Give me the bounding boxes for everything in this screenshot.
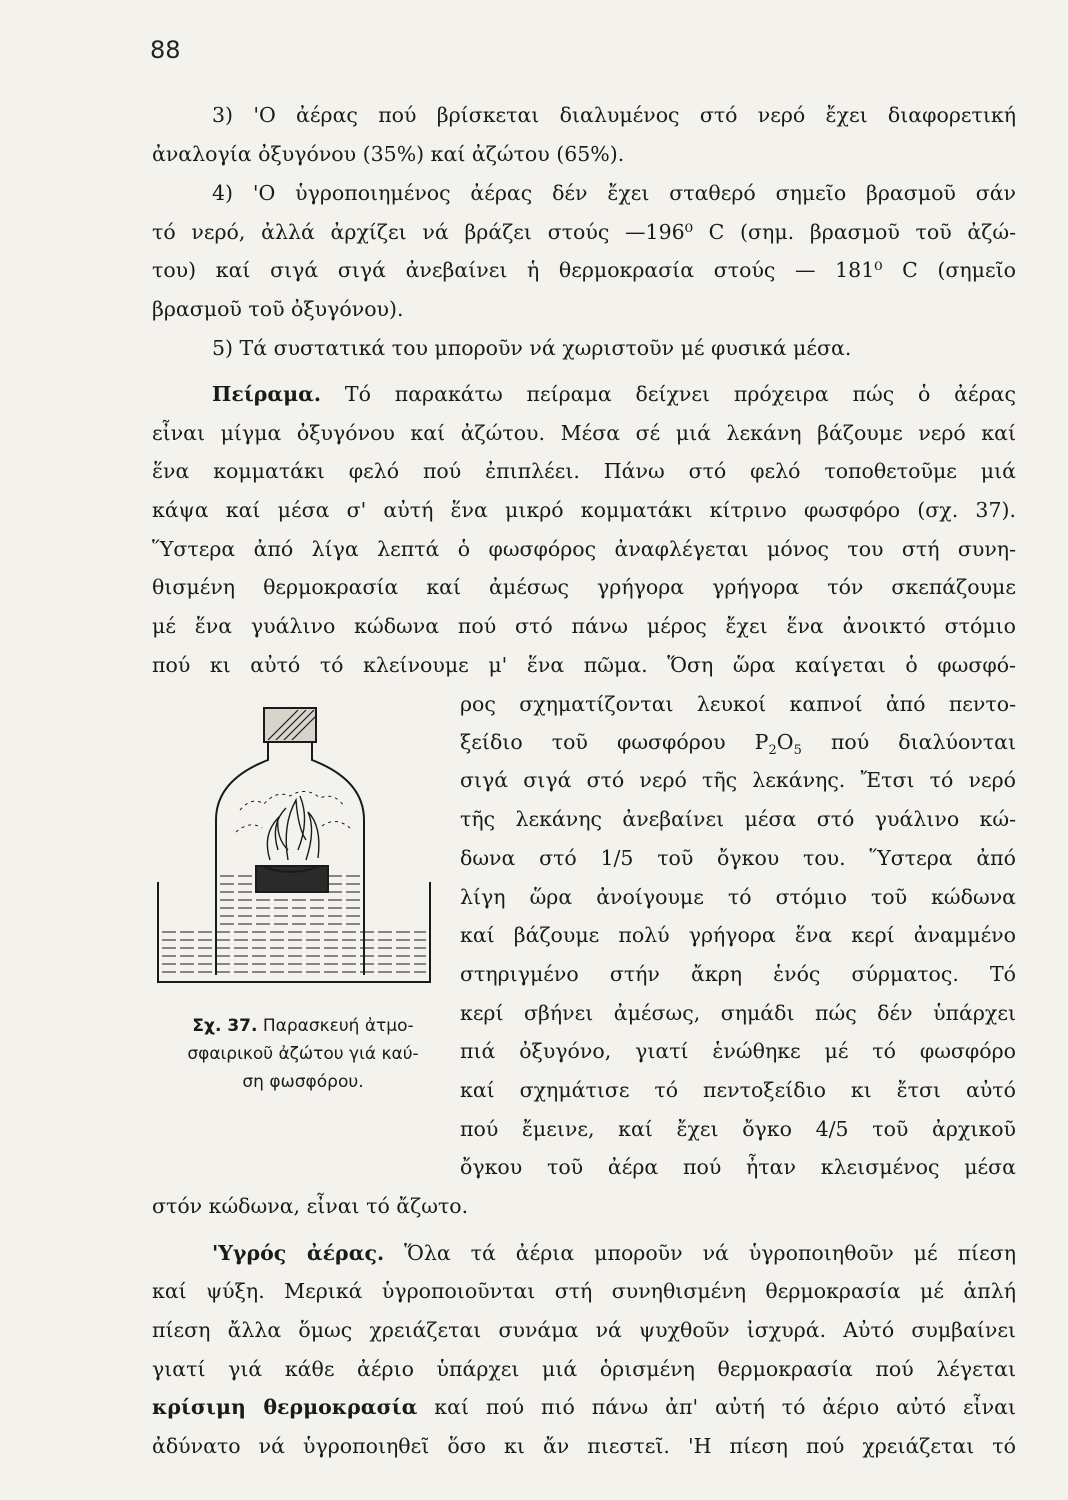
text-line: καί σχημάτισε τό πεντοξείδιο κι ἔτσι αὐτό [460, 1078, 1016, 1102]
text-line: καί βάζουμε πολύ γρήγορα ἕνα κερί ἀναμμένο [460, 923, 1016, 947]
text-run: O [776, 730, 794, 754]
text-line: τό νερό, ἀλλά ἀρχίζει νά βράζει στούς —196⁰ C (σημ. βρασμοῦ τοῦ ἀζώ- [152, 220, 1016, 244]
text-line: στόν κώδωνα, εἶναι τό ἄζωτο. [152, 1194, 469, 1218]
text-line: ἀναλογία ὀξυγόνου (35%) καί ἀζώτου (65%). [152, 142, 625, 166]
text-line: καί ψύξη. Μερικά ὑγροποιοῦνται στή συνηθισμένη θερμοκρασία μέ ἁπλή [152, 1279, 1016, 1303]
text-line: στηριγμένο στήν ἄκρη ἑνός σύρματος. Τό [460, 962, 1016, 986]
subscript: 2 [768, 743, 777, 759]
text-line: 5) Τά συστατικά του μποροῦν νά χωριστοῦν μέ φυσικά μέσα. [212, 336, 852, 360]
text-run: ξείδιο τοῦ φωσφόρου P [460, 730, 769, 754]
text-line: ἕνα κομματάκι φελό πού ἐπιπλέει. Πάνω στό φελό τοποθετοῦμε μιά [152, 459, 1016, 483]
page-number: 88 [150, 36, 181, 64]
paragraph-liquid-air-first-line [212, 1238, 1016, 1268]
text-line: θισμένη θερμοκρασία καί ἀμέσως γρήγορα γρήγορα τόν σκεπάζουμε [152, 575, 1016, 599]
text-line: ἀδύνατο νά ὑγροποιηθεῖ ὅσο κι ἄν πιεστεῖ. 'Η πίεση πού χρειάζεται τό [152, 1434, 1016, 1458]
text-line: 3) 'Ο ἀέρας πού βρίσκεται διαλυμένος στό νερό ἔχει διαφορετική [212, 103, 1016, 127]
figure-caption [158, 1012, 448, 1096]
text-run: Τό παρακάτω πείραμα δείχνει πρόχειρα πώς ὁ ἀέρας [344, 382, 1016, 406]
caption-line: ση φωσφόρου. [242, 1072, 364, 1092]
text-line: πού ἔμεινε, καί ἔχει ὄγκο 4/5 τοῦ ἀρχικοῦ [460, 1117, 1016, 1141]
heading-experiment: Πείραμα. [212, 382, 322, 406]
text-line: του) καί σιγά σιγά ἀνεβαίνει ἡ θερμοκρασία στούς — 181⁰ C (σημεῖο [152, 258, 1016, 282]
text-line: πιά ὀξυγόνο, γιατί ἑνώθηκε μέ τό φωσφόρο [460, 1039, 1016, 1063]
cork [256, 866, 328, 892]
fumes [236, 791, 350, 832]
text-line: εἶναι μίγμα ὀξυγόνου καί ἀζώτου. Μέσα σέ μιά λεκάνη βάζουμε νερό καί [152, 421, 1016, 445]
text-line: ὄγκου τοῦ ἀέρα πού ἦταν κλεισμένος μέσα [460, 1155, 1016, 1179]
caption-text: Παρασκευή ἀτμο- [262, 1016, 414, 1036]
text-line-critical-temperature [152, 1392, 1016, 1422]
flame-icon [267, 796, 319, 860]
text-line: 4) 'Ο ὑγροποιημένος ἀέρας δέν ἔχει σταθερό σημεῖο βρασμοῦ σάν [212, 181, 1016, 205]
text-line: γιατί γιά κάθε ἀέριο ὑπάρχει μιά ὁρισμένη θερμοκρασία πού λέγεται [152, 1357, 1016, 1381]
formula-line [460, 727, 1016, 766]
text-line: μέ ἕνα γυάλινο κώδωνα πού στό πάνω μέρος ἔχει ἕνα ἀνοικτό στόμιο [152, 614, 1016, 638]
text-line: πίεση ἄλλα ὅμως χρειάζεται συνάμα νά ψυχθοῦν ἰσχυρά. Αὐτό συμβαίνει [152, 1318, 1016, 1342]
text-line: κερί σβήνει ἀμέσως, σημάδι πώς δέν ὑπάρχει [460, 1001, 1016, 1025]
experiment-figure [140, 700, 440, 990]
caption-line [158, 1012, 448, 1040]
figure-label: Σχ. 37. [192, 1016, 258, 1036]
text-line: δωνα στό 1/5 τοῦ ὄγκου του. Ὕστερα ἀπό [460, 846, 1016, 870]
heading-liquid-air: 'Υγρός ἀέρας. [212, 1241, 385, 1265]
paragraph-experiment-first-line [212, 379, 1016, 409]
text-line: σιγά σιγά στό νερό τῆς λεκάνης. Ἔτσι τό νερό [460, 768, 1016, 792]
text-line: βρασμοῦ τοῦ ὀξυγόνου). [152, 297, 404, 321]
text-run: Ὅλα τά ἀέρια μποροῦν νά ὑγροποιηθοῦν μέ πίεση [404, 1241, 1016, 1265]
text-run: καί πού πιό πάνω ἀπ' αὐτή τό ἀέριο αὐτό εἶναι [434, 1395, 1016, 1419]
caption-line: σφαιρικοῦ ἀζώτου γιά καύ- [187, 1044, 419, 1064]
text-line: πού κι αὐτό τό κλείνουμε μ' ἕνα πῶμα. Ὅση ὥρα καίγεται ὁ φωσφό- [152, 653, 1016, 677]
text-line: ρος σχηματίζονται λευκοί καπνοί ἀπό πεντο- [460, 692, 1016, 716]
text-run: πού διαλύονται [830, 730, 1016, 754]
text-line: λίγη ὥρα ἀνοίγουμε τό στόμιο τοῦ κώδωνα [460, 885, 1016, 909]
text-line: Ὕστερα ἀπό λίγα λεπτά ὁ φωσφόρος ἀναφλέγεται μόνος του στή συνη- [152, 537, 1016, 561]
text-line: κάψα καί μέσα σ' αὐτή ἕνα μικρό κομματάκι κίτρινο φωσφόρο (σχ. 37). [152, 498, 1016, 522]
subscript: 5 [793, 743, 802, 759]
term-critical-temperature: κρίσιμη θερμοκρασία [152, 1395, 418, 1419]
text-line: τῆς λεκάνης ἀνεβαίνει μέσα στό γυάλινο κώ- [460, 807, 1016, 831]
